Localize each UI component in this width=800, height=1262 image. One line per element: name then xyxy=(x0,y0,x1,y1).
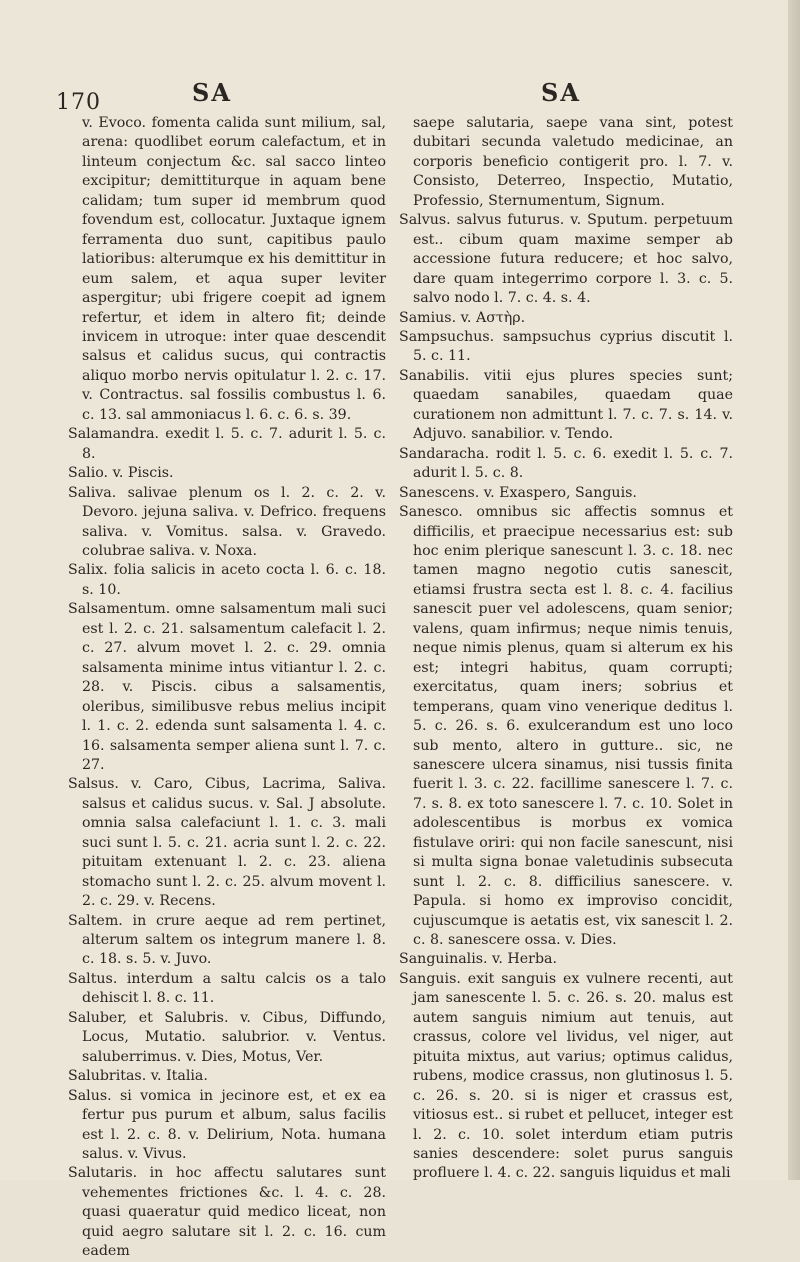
right-column xyxy=(399,114,733,1184)
entry-sanabilis: Sanabilis. vitii ejus plures species sunt; quaedam sanabiles, quaedam quae curationem non admittunt l. 7. c. 7. s. 14. v. Adjuvo. sanabilior. v. Tendo. xyxy=(399,367,733,443)
entry-salix: Salix. folia salicis in aceto cocta l. 6. c. 18. s. 10. xyxy=(68,562,386,598)
entry-samius: Samius. v. Aστὴρ. xyxy=(399,309,526,326)
entry-sampsuchus: Sampsuchus. sampsuchus cyprius discutit l. 5. c. 11. xyxy=(399,328,733,365)
entry-saltem: Saltem. in crure aeque ad rem pertinet, alterum saltem os integrum manere l. 8. c. 18. s. 5. v. Juvo. xyxy=(68,912,386,968)
entry-salsamentum: Salsamentum. omne salsamentum mali suci est l. 2. c. 21. salsamentum calefacit l. 2. c. 27. alvum movet l. 2. c. 29. omnia salsamenta minime intus vitiantur l. 2. c. 28. v. Piscis. cibus a salsamentis, oleribus, similibusve rebus melius incipit l. 1. c. 2. edenda sunt salsamenta l. 4. c. 16. salsamenta semper aliena sunt l. 7. c. 27. xyxy=(68,601,386,773)
page-number: 170 xyxy=(56,90,101,115)
left-running-head: SA xyxy=(192,78,232,107)
entry-sanguinalis: Sanguinalis. v. Herba. xyxy=(399,951,557,968)
entry-sandaracha: Sandaracha. rodit l. 5. c. 6. exedit l. 5. c. 7. adurit l. 5. c. 8. xyxy=(399,445,733,482)
entry-salutaris: Salutaris. in hoc affectu salutares sunt vehementes frictiones &c. l. 4. c. 28. quasi quaeratur quid medico liceat, non quid aegro salutare sit l. 2. c. 16. cum eadem xyxy=(68,1165,386,1260)
entry-salio: Salio. v. Piscis. xyxy=(68,465,174,482)
entry-sanguis: Sanguis. exit sanguis ex vulnere recenti, aut jam sanescente l. 5. c. 26. s. 20. malus est autem sanguis nimium aut tenuis, aut crassus, colore vel lividus, vel niger, aut pituita mixtus, aut varius; optimus calidus, rubens, modice crassus, non glutinosus l. 5. c. 26. s. 20. si is niger et crassus est, vitiosus est.. si rubet et pellucet, integer est l. 2. c. 10. solet interdum etiam putris sanies descendere: solet purus sanguis profluere l. 4. c. 22. sanguis liquidus et mali xyxy=(399,970,733,1182)
entry-saluber: Saluber, et Salubris. v. Cibus, Diffundo, Locus, Mutatio. salubrior. v. Ventus. saluberrimus. v. Dies, Motus, Ver. xyxy=(68,1009,386,1065)
entry-saltus: Saltus. interdum a saltu calcis os a talo dehiscit l. 8. c. 11. xyxy=(68,970,386,1007)
entry-salvus: Salvus. salvus futurus. v. Sputum. perpetuum est.. cibum quam maxime semper ab accessione futura reducere; et hoc salvo, dare quam integerrimo corpore l. 3. c. 5. salvo nodo l. 7. c. 4. s. 4. xyxy=(399,212,733,307)
entry-salus: Salus. si vomica in jecinore est, et ex ea fertur pus purum et album, salus facilis est l. 2. c. 8. v. Delirium, Nota. humana salus. v. Vivus. xyxy=(68,1087,386,1163)
entry-continued: v. Evoco. fomenta calida sunt milium, sal, arena: quodlibet eorum calefactum, et in linteum conjectum &c. sal sacco linteo excipitur; demittiturque in aquam bene calidam; tum super id membrum quod fovendum est, collocatur. Juxtaque ignem ferramenta duo sunt, capitibus paulo latioribus: alterumque ex his demittitur in eum salem, et aqua super leviter aspergitur; ubi frigere coepit ad ignem refertur, et idem in altero fit; deinde invicem in utroque: inter quae descendit salsus et calidus sucus, qui contractis aliquo morbo nervis opitulatur l. 2. c. 17. v. Contractus. sal fossilis combustus l. 6. c. 13. sal ammoniacus l. 6. c. 6. s. 39. xyxy=(82,115,386,423)
entry-salubritas: Salubritas. v. Italia. xyxy=(68,1068,208,1085)
entry-sanescens: Sanescens. v. Exaspero, Sanguis. xyxy=(399,484,637,501)
left-column xyxy=(68,114,386,1262)
entry-sanesco: Sanesco. omnibus sic affectis somnus et difficilis, et praecipue necessarius est: sub hoc enim plerique sanescunt l. 3. c. 18. nec tamen magno negotio cutis sanescit, etiamsi frustra secta est l. 8. c. 4. facilius sanescit puer vel adolescens, quam senior; valens, quam infirmus; neque nimis tenuis, neque nimis plenus, quam si alterum ex his est; integri habitus, quam corrupti; exercitatus, quam iners; sobrius et temperans, quam vino venerique deditus l. 5. c. 26. s. 6. exulcerandum est uno loco sub mento, altero in gutture.. sic, ne sanescere ulcera sinamus, nisi tussis finita fuerit l. 3. c. 22. facillime sanescere l. 7. c. 7. s. 8. ex toto sanescere l. 7. c. 10. Solet in adolescentibus is morbus ex vomica fistulave oriri: qui non facile sanescunt, nisi si multa signa bonae valetudinis subsecuta sunt l. 2. c. 8. difficilius sanescere. v. Papula. si homo ex improviso concidit, cujuscumque is aetatis est, vix sanescit l. 2. c. 8. sanescere ossa. v. Dies. xyxy=(399,504,733,949)
page-edge xyxy=(788,0,800,1180)
right-running-head: SA xyxy=(541,78,581,107)
entry-salamandra: Salamandra. exedit l. 5. c. 7. adurit l. 5. c. 8. xyxy=(68,426,386,462)
entry-continued: saepe salutaria, saepe vana sint, potest dubitari secunda valetudo medicinae, an corporis beneficio contigerit pro. l. 7. v. Consisto, Deterreo, Inspectio, Mutatio, Professio, Sternumentum, Signum. xyxy=(413,115,733,209)
entry-salsus: Salsus. v. Caro, Cibus, Lacrima, Saliva. salsus et calidus sucus. v. Sal. J absolute. omnia salsa calefaciunt l. 1. c. 3. mali suci sunt l. 5. c. 21. acria sunt l. 2. c. 22. pituitam extenuant l. 2. c. 23. aliena stomacho sunt l. 2. c. 25. alvum movent l. 2. c. 29. v. Recens. xyxy=(68,776,386,910)
entry-saliva: Saliva. salivae plenum os l. 2. c. 2. v. Devoro. jejuna saliva. v. Defrico. frequens saliva. v. Vomitus. salsa. v. Gravedo. colubrae saliva. v. Noxa. xyxy=(68,484,386,559)
